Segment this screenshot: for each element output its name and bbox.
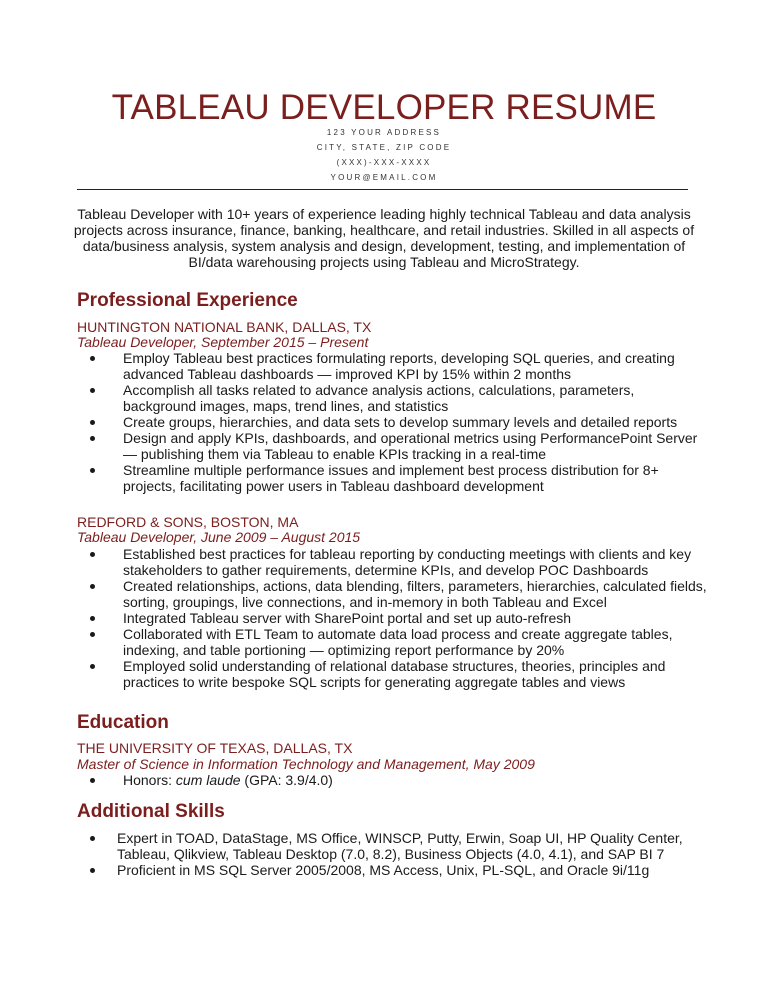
list-item — [90, 430, 697, 462]
bullet-text: Accomplish all tasks related to advance analysis actions, calculations, parameters, — [123, 382, 635, 398]
bullet-text: background images, maps, trend lines, and statistics — [123, 398, 449, 414]
bullet-icon — [90, 420, 95, 425]
contact-address: 123 YOUR ADDRESS — [326, 128, 442, 137]
education-heading: Education — [77, 712, 169, 733]
skills-bullets — [90, 830, 683, 878]
job-bullets — [90, 350, 697, 494]
bullet-icon — [90, 584, 95, 589]
bullet-text: Established best practices for tableau reporting by conducting meetings with clients and key — [123, 546, 692, 562]
bullet-text: advanced Tableau dashboards — improved KPI by 15% within 2 months — [123, 366, 572, 382]
honors-gpa: (GPA: 3.9/4.0) — [240, 772, 333, 788]
bullet-text: projects, facilitating power users in Tableau dashboard development — [123, 478, 544, 494]
education-degree: Master of Science in Information Technology and Management, May 2009 — [77, 756, 535, 772]
bullet-icon — [90, 868, 95, 873]
bullet-text: Created relationships, actions, data blending, filters, parameters, hierarchies, calculated fields, — [123, 578, 707, 594]
list-item — [90, 658, 707, 690]
resume-title: TABLEAU DEVELOPER RESUME — [111, 88, 657, 127]
list-item — [90, 350, 697, 382]
bullet-icon — [90, 778, 95, 783]
list-item — [90, 414, 697, 430]
education-bullets — [90, 772, 333, 788]
bullet-text: Employ Tableau best practices formulating reports, developing SQL queries, and creating — [123, 350, 675, 366]
job-company: REDFORD & SONS, BOSTON, MA — [77, 514, 299, 530]
header-divider — [77, 189, 688, 190]
bullet-icon — [90, 632, 95, 637]
bullet-icon — [90, 468, 95, 473]
bullet-text: Collaborated with ETL Team to automate data load process and create aggregate tables, — [123, 626, 673, 642]
bullet-text: practices to write bespoke SQL scripts for generating aggregate tables and views — [123, 674, 626, 690]
list-item — [90, 862, 683, 878]
bullet-text: indexing, and table portioning — optimizing report performance by 20% — [123, 642, 565, 658]
bullet-icon — [90, 552, 95, 557]
summary-line: data/business analysis, system analysis and design, development, testing, and implementation of — [82, 238, 686, 254]
job-bullets — [90, 546, 707, 690]
summary-line: projects across insurance, finance, banking, healthcare, and retail industries. Skilled in all aspects of — [73, 222, 695, 238]
bullet-text: sorting, groupings, live connections, and in-memory in both Tableau and Excel — [123, 594, 607, 610]
list-item — [90, 772, 333, 788]
skills-heading: Additional Skills — [77, 801, 225, 822]
bullet-text: Employed solid understanding of relational database structures, theories, principles and — [123, 658, 666, 674]
bullet-icon — [90, 388, 95, 393]
bullet-icon — [90, 356, 95, 361]
list-item — [90, 626, 707, 658]
bullet-text: Proficient in MS SQL Server 2005/2008, MS Access, Unix, PL-SQL, and Oracle 9i/11g — [117, 862, 650, 878]
bullet-text: — publishing them via Tableau to enable KPIs tracking in a real-time — [123, 446, 547, 462]
education-school: THE UNIVERSITY OF TEXAS, DALLAS, TX — [77, 740, 353, 756]
bullet-icon — [90, 616, 95, 621]
contact-phone: (XXX)-XXX-XXXX — [336, 158, 432, 167]
honors-value: cum laude — [175, 772, 241, 788]
job-company: HUNTINGTON NATIONAL BANK, DALLAS, TX — [77, 319, 372, 335]
honors-label: Honors: — [123, 772, 176, 788]
summary-paragraph — [70, 206, 698, 270]
list-item — [90, 462, 697, 494]
bullet-icon — [90, 436, 95, 441]
bullet-text: Create groups, hierarchies, and data sets to develop summary levels and detailed reports — [123, 414, 678, 430]
bullet-text: Expert in TOAD, DataStage, MS Office, WINSCP, Putty, Erwin, Soap UI, HP Quality Center, — [117, 830, 683, 846]
contact-email: YOUR@EMAIL.COM — [330, 173, 438, 182]
bullet-icon — [90, 664, 95, 669]
job-role: Tableau Developer, September 2015 – Present — [77, 334, 369, 350]
list-item — [90, 382, 697, 414]
summary-line: BI/data warehousing projects using Tableau and MicroStrategy. — [188, 254, 580, 270]
bullet-text: Streamline multiple performance issues and implement best process distribution for 8+ — [123, 462, 659, 478]
bullet-icon — [90, 836, 95, 841]
bullet-text: stakeholders to gather requirements, determine KPIs, and develop POC Dashboards — [123, 562, 649, 578]
list-item — [90, 830, 683, 862]
job-role: Tableau Developer, June 2009 – August 2015 — [77, 529, 361, 545]
list-item — [90, 610, 707, 626]
bullet-text: Design and apply KPIs, dashboards, and operational metrics using PerformancePoint Server — [123, 430, 698, 446]
contact-city: CITY, STATE, ZIP CODE — [316, 143, 452, 152]
list-item — [90, 546, 707, 578]
bullet-text: Integrated Tableau server with SharePoint portal and set up auto-refresh — [123, 610, 572, 626]
list-item — [90, 578, 707, 610]
bullet-text: Tableau, Qlikview, Tableau Desktop (7.0, 8.2), Business Objects (4.0, 4.1), and SAP BI 7 — [117, 846, 665, 862]
experience-heading: Professional Experience — [77, 290, 298, 311]
summary-line: Tableau Developer with 10+ years of experience leading highly technical Tableau and data analysis — [77, 206, 691, 222]
